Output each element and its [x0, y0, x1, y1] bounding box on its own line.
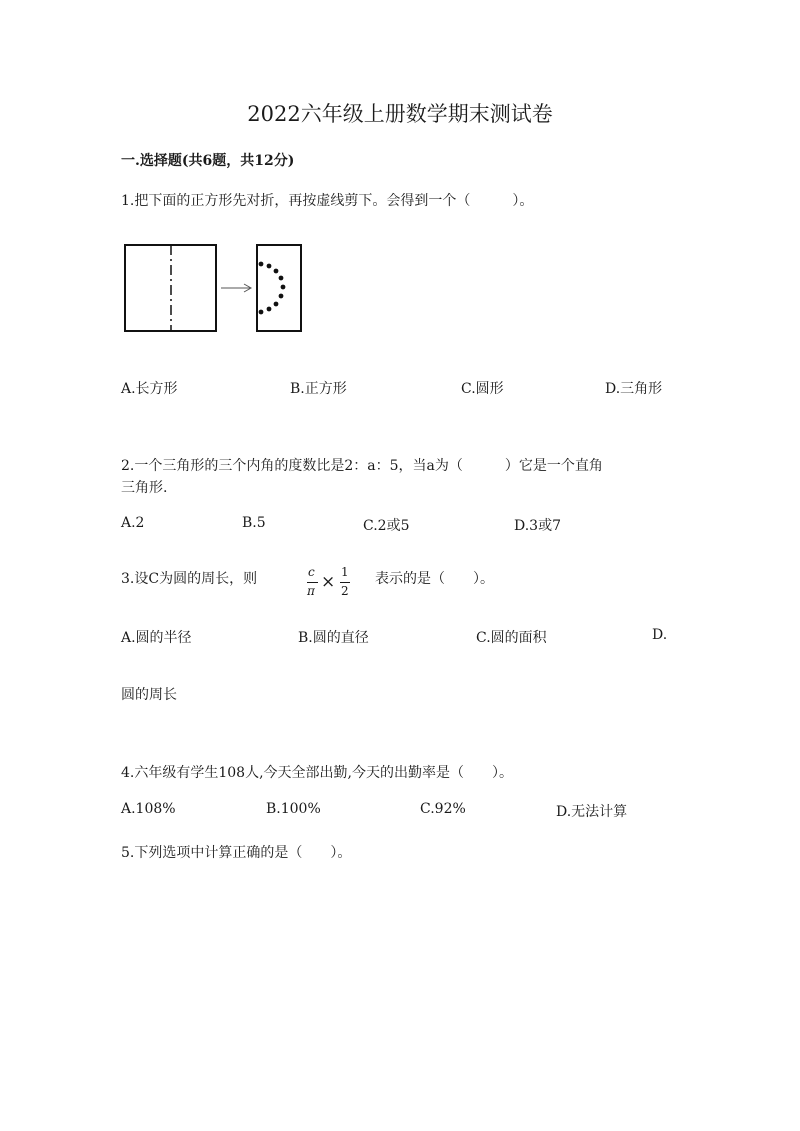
q1-option-b: B.正方形 [290, 381, 347, 397]
section-heading: 一.选择题(共6题，共12分) [121, 153, 295, 169]
question-5-stem: 5.下列选项中计算正确的是（ ）。 [121, 845, 352, 861]
q4-option-d: D.无法计算 [556, 804, 628, 820]
formula-numerator-c: c [308, 565, 315, 579]
formula-denominator-2: 2 [341, 584, 349, 598]
q1-option-a: A.长方形 [121, 381, 178, 397]
question-3-stem-before: 3.设C为圆的周长，则 [121, 571, 258, 587]
q4-option-b: B.100% [266, 801, 321, 817]
q3-option-d: D. [652, 627, 668, 643]
question-3-stem-after: 表示的是（ ）。 [375, 571, 494, 587]
q1-option-c: C.圆形 [461, 381, 504, 397]
fold-cut-diagram [120, 240, 310, 336]
q3-option-d-text: 圆的周长 [121, 687, 177, 703]
formula-numerator-1: 1 [341, 565, 349, 579]
q3-option-a: A.圆的半径 [121, 630, 192, 646]
formula-times: × [321, 572, 336, 592]
question-2-stem-line2: 三角形. [121, 480, 168, 496]
formula-c-over-pi-times-half [305, 565, 355, 605]
page-title: 2022六年级上册数学期末测试卷 [247, 102, 553, 126]
q2-option-c: C.2或5 [363, 518, 410, 534]
q3-option-c: C.圆的面积 [476, 630, 547, 646]
q2-option-b: B.5 [242, 515, 266, 531]
q2-option-a: A.2 [121, 515, 145, 531]
q3-option-b: B.圆的直径 [298, 630, 369, 646]
q2-option-d: D.3或7 [514, 518, 561, 534]
formula-denominator-pi: π [307, 584, 315, 598]
folded-rectangle [257, 245, 301, 331]
q1-option-d: D.三角形 [605, 381, 663, 397]
dotted-semicircle [259, 262, 286, 315]
question-1-stem: 1.把下面的正方形先对折，再按虚线剪下。会得到一个（ ）。 [121, 193, 534, 209]
q4-option-a: A.108% [121, 801, 176, 817]
question-2-stem-line1: 2.一个三角形的三个内角的度数比是2：a：5，当a为（ ）它是一个直角 [121, 458, 603, 474]
question-4-stem: 4.六年级有学生108人,今天全部出勤,今天的出勤率是（ ）。 [121, 765, 513, 781]
q4-option-c: C.92% [420, 801, 466, 817]
